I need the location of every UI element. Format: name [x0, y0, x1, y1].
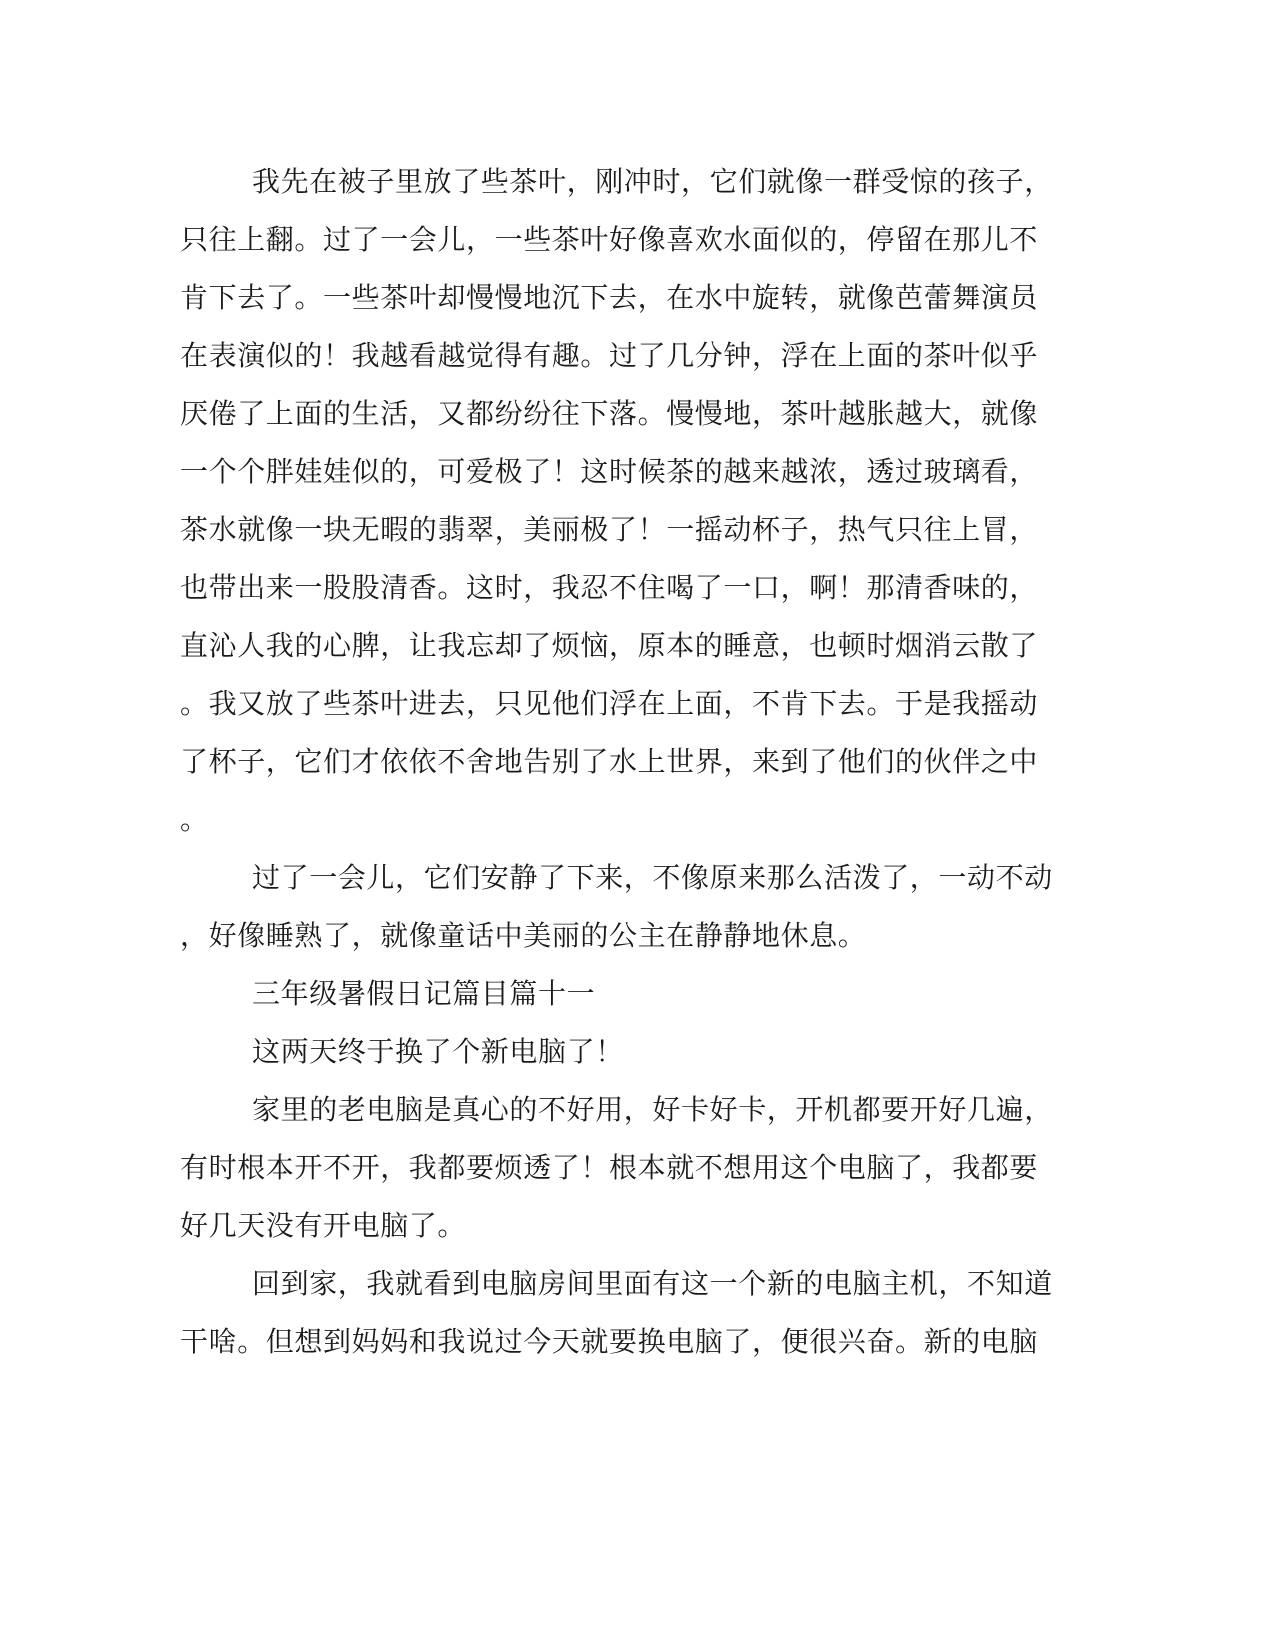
text-line: ，好像睡熟了，就像童话中美丽的公主在静静地休息。 — [180, 919, 867, 952]
text-line: 好几天没有开电脑了。 — [180, 1209, 467, 1242]
text-line: 这两天终于换了个新电脑了！ — [252, 1035, 624, 1068]
text-line: 在表演似的！我越看越觉得有趣。过了几分钟，浮在上面的茶叶似乎 — [180, 339, 1039, 372]
text-line: 茶水就像一块无暇的翡翠，美丽极了！一摇动杯子，热气只往上冒， — [180, 513, 1039, 546]
text-line: 有时根本开不开，我都要烦透了！根本就不想用这个电脑了，我都要 — [180, 1151, 1039, 1184]
text-line: 只往上翻。过了一会儿，一些茶叶好像喜欢水面似的，停留在那儿不 — [180, 223, 1039, 256]
text-line: 家里的老电脑是真心的不好用，好卡好卡，开机都要开好几遍， — [252, 1093, 1053, 1126]
text-line: 了杯子，它们才依依不舍地告别了水上世界，来到了他们的伙伴之中 — [180, 745, 1039, 778]
text-line: 肯下去了。一些茶叶却慢慢地沉下去，在水中旋转，就像芭蕾舞演员 — [180, 281, 1039, 314]
text-line: 一个个胖娃娃似的，可爱极了！这时候茶的越来越浓，透过玻璃看， — [180, 455, 1039, 488]
text-line: 厌倦了上面的生活，又都纷纷往下落。慢慢地，茶叶越胀越大，就像 — [180, 397, 1039, 430]
text-line: 直沁人我的心脾，让我忘却了烦恼，原本的睡意，也顿时烟消云散了 — [180, 629, 1039, 662]
text-line: 过了一会儿，它们安静了下来，不像原来那么活泼了，一动不动 — [252, 861, 1053, 894]
text-line: 也带出来一股股清香。这时，我忍不住喝了一口，啊！那清香味的， — [180, 571, 1039, 604]
text-line: 回到家，我就看到电脑房间里面有这一个新的电脑主机，不知道 — [252, 1267, 1053, 1300]
section-heading: 三年级暑假日记篇目篇十一 — [252, 977, 596, 1010]
text-line: 干啥。但想到妈妈和我说过今天就要换电脑了，便很兴奋。新的电脑 — [180, 1325, 1039, 1358]
text-line: 。我又放了些茶叶进去，只见他们浮在上面，不肯下去。于是我摇动 — [180, 687, 1039, 720]
text-line: 。 — [180, 803, 209, 836]
text-line: 我先在被子里放了些茶叶，刚冲时，它们就像一群受惊的孩子， — [252, 165, 1053, 198]
